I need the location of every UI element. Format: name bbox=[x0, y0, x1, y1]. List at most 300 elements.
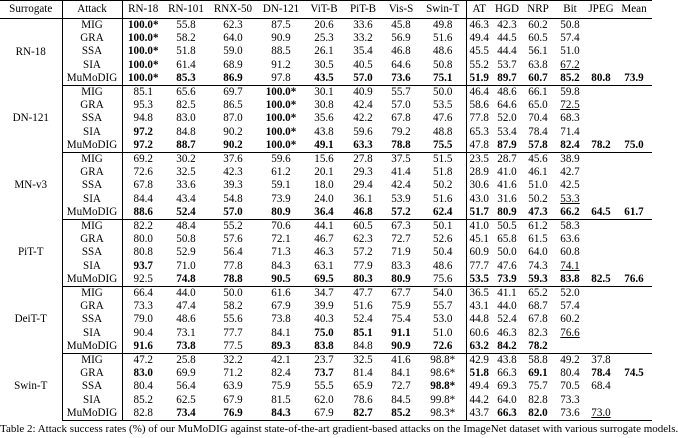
attack-label: SSA bbox=[62, 179, 122, 192]
table-cell: 41.6 bbox=[391, 354, 411, 367]
table-cell: 30.6 bbox=[466, 179, 492, 192]
table-cell: 78.8 bbox=[208, 273, 258, 287]
table-cell: 66.3 bbox=[497, 367, 517, 380]
attack-label: GRA bbox=[62, 32, 122, 45]
table-cell: 82.7 bbox=[344, 407, 382, 421]
table-cell: 25.3 bbox=[314, 32, 334, 45]
surrogate-label: Swin-T bbox=[0, 354, 62, 421]
attack-label: MuMoDIG bbox=[62, 340, 122, 354]
table-cell: 51.0 bbox=[560, 45, 580, 58]
table-cell: 73.8 bbox=[271, 313, 291, 326]
table-cell: 63.8 bbox=[528, 58, 548, 71]
table-cell: 49.1 bbox=[304, 139, 344, 153]
surrogate-label: DN-121 bbox=[0, 86, 62, 153]
table-cell: 47.4 bbox=[176, 300, 196, 313]
table-cell: 51.0 bbox=[528, 179, 548, 192]
table-cell: 48.6 bbox=[433, 259, 453, 272]
table-cell: 75.4 bbox=[391, 313, 411, 326]
table-cell bbox=[616, 45, 652, 58]
table-cell: 50.8 bbox=[176, 233, 196, 246]
table-cell: 59.8 bbox=[560, 86, 580, 99]
table-cell: 73.9 bbox=[616, 72, 652, 86]
table-cell: 59.6 bbox=[271, 153, 291, 166]
table-cell: 46.3 bbox=[314, 246, 334, 259]
table-cell: 66.1 bbox=[528, 86, 548, 99]
table-cell: 32.5 bbox=[176, 166, 196, 179]
table-cell bbox=[586, 86, 616, 100]
table-row bbox=[0, 300, 652, 313]
table-cell: 82.4 bbox=[554, 139, 586, 153]
table-cell: 71.2 bbox=[223, 367, 243, 380]
table-cell: 33.2 bbox=[353, 32, 373, 45]
table-cell: 64.6 bbox=[391, 58, 411, 71]
table-cell: 84.1 bbox=[271, 326, 291, 339]
table-cell: 51.8 bbox=[433, 166, 453, 179]
table-cell: 49.4 bbox=[466, 380, 492, 393]
table-cell: 67.8 bbox=[391, 112, 411, 125]
table-cell: 53.4 bbox=[497, 125, 517, 138]
table-cell: 98.8* bbox=[430, 380, 456, 393]
attack-label: SSA bbox=[62, 313, 122, 326]
table-cell: 73.4 bbox=[164, 407, 208, 421]
table-cell: 78.2 bbox=[586, 139, 616, 153]
table-cell bbox=[616, 394, 652, 407]
table-cell: 65.2 bbox=[528, 287, 548, 300]
table-cell: 60.7 bbox=[522, 72, 554, 86]
table-cell: 70.4 bbox=[528, 112, 548, 125]
attack-label: MIG bbox=[62, 354, 122, 368]
table-cell: 59.0 bbox=[223, 45, 243, 58]
table-cell bbox=[616, 19, 652, 33]
table-cell: 40.5 bbox=[353, 58, 373, 71]
table-row bbox=[0, 260, 652, 273]
attack-label: MIG bbox=[62, 19, 122, 33]
table-cell: 57.6 bbox=[223, 233, 243, 246]
table-row bbox=[0, 179, 652, 192]
table-cell bbox=[616, 126, 652, 139]
attack-label: MIG bbox=[62, 86, 122, 100]
table-cell: 85.2 bbox=[382, 407, 420, 421]
table-cell: 84.5 bbox=[391, 393, 411, 406]
table-cell: 50.0 bbox=[223, 287, 243, 300]
table-cell: 90.9 bbox=[271, 32, 291, 45]
table-cell: 50.0 bbox=[497, 246, 517, 259]
table-cell: 71.9 bbox=[391, 246, 411, 259]
column-header: Bit bbox=[554, 1, 586, 19]
table-cell bbox=[616, 179, 652, 192]
table-cell: 66.2 bbox=[554, 206, 586, 220]
table-cell: 67.3 bbox=[391, 220, 411, 233]
table-cell: 70.6 bbox=[271, 220, 291, 233]
table-cell: 73.7 bbox=[314, 367, 334, 380]
table-cell bbox=[586, 193, 616, 206]
table-cell: 72.6 bbox=[420, 340, 466, 354]
table-cell: 76.6 bbox=[616, 273, 652, 287]
table-cell bbox=[586, 153, 616, 167]
column-header: Attack bbox=[62, 1, 122, 19]
table-cell: 88.5 bbox=[271, 45, 291, 58]
table-row bbox=[0, 233, 652, 246]
table-cell: 82.5 bbox=[586, 273, 616, 287]
table-cell: 41.1 bbox=[497, 287, 517, 300]
table-cell: 91.6 bbox=[122, 340, 164, 354]
table-cell: 46.3 bbox=[497, 326, 517, 339]
table-cell bbox=[586, 166, 616, 179]
table-cell: 60.2 bbox=[528, 19, 548, 31]
table-cell: 47.3 bbox=[522, 206, 554, 220]
table-cell: 43.1 bbox=[466, 300, 492, 313]
table-cell: 48.4 bbox=[176, 220, 196, 233]
table-cell: 59.3 bbox=[522, 273, 554, 287]
table-cell bbox=[586, 220, 616, 234]
table-cell: 53.3 bbox=[560, 192, 580, 205]
table-cell: 67.9 bbox=[223, 393, 243, 406]
table-cell: 40.3 bbox=[314, 313, 334, 326]
table-cell: 66.3 bbox=[492, 407, 522, 421]
table-cell: 84.8 bbox=[176, 125, 196, 138]
table-cell: 53.0 bbox=[433, 313, 453, 326]
table-cell bbox=[586, 300, 616, 313]
table-cell: 35.6 bbox=[314, 112, 334, 125]
table-cell: 68.7 bbox=[528, 300, 548, 313]
table-cell: 28.9 bbox=[466, 166, 492, 179]
table-cell: 82.4 bbox=[271, 367, 291, 380]
attack-label: GRA bbox=[62, 300, 122, 313]
table-cell: 78.4 bbox=[591, 367, 611, 380]
table-cell: 100.0* bbox=[265, 86, 297, 99]
table-cell: 84.8 bbox=[344, 340, 382, 354]
table-cell: 46.3 bbox=[466, 19, 492, 33]
table-cell: 69.9 bbox=[176, 367, 196, 380]
header-row bbox=[0, 1, 652, 19]
table-cell: 39.3 bbox=[223, 179, 243, 192]
table-cell: 47.2 bbox=[133, 354, 153, 367]
attack-label: SSA bbox=[62, 380, 122, 393]
table-cell: 69.3 bbox=[497, 380, 517, 393]
table-cell: 76.9 bbox=[208, 407, 258, 421]
table-cell: 31.6 bbox=[497, 192, 517, 205]
table-cell: 98.3* bbox=[420, 407, 466, 421]
table-cell bbox=[616, 327, 652, 340]
attack-label: SIA bbox=[62, 193, 122, 206]
table-cell: 46.7 bbox=[314, 233, 334, 246]
table-cell: 58.2 bbox=[223, 300, 243, 313]
table-cell: 100.0* bbox=[265, 99, 297, 112]
table-row bbox=[0, 99, 652, 112]
table-cell: 100.0* bbox=[127, 19, 159, 31]
table-cell: 43.8 bbox=[314, 125, 334, 138]
table-cell: 78.4 bbox=[528, 125, 548, 138]
table-cell: 65.3 bbox=[466, 126, 492, 139]
table-cell: 83.3 bbox=[391, 259, 411, 272]
table-cell: 87.5 bbox=[271, 19, 291, 31]
table-cell: 52.0 bbox=[497, 112, 517, 125]
table-cell: 75.0 bbox=[616, 139, 652, 153]
attack-label: SSA bbox=[62, 45, 122, 58]
table-cell: 40.9 bbox=[353, 86, 373, 99]
table-cell: 62.0 bbox=[314, 393, 334, 406]
table-cell: 69.1 bbox=[528, 367, 548, 380]
table-cell: 83.8 bbox=[554, 273, 586, 287]
table-cell: 90.2 bbox=[208, 139, 258, 153]
table-cell bbox=[616, 166, 652, 179]
table-cell: 45.6 bbox=[528, 153, 548, 166]
table-cell: 75.9 bbox=[391, 300, 411, 313]
table-cell: 44.1 bbox=[314, 220, 334, 233]
table-cell: 69.7 bbox=[223, 86, 243, 99]
table-cell bbox=[586, 260, 616, 273]
attack-label: MIG bbox=[62, 220, 122, 234]
table-cell: 63.6 bbox=[560, 233, 580, 246]
table-cell: 51.6 bbox=[433, 192, 453, 205]
table-cell: 56.9 bbox=[391, 32, 411, 45]
table-cell bbox=[586, 233, 616, 246]
table-cell: 46.4 bbox=[466, 86, 492, 100]
table-cell: 35.4 bbox=[353, 45, 373, 58]
table-cell: 54.8 bbox=[223, 192, 243, 205]
table-cell: 69.5 bbox=[304, 273, 344, 287]
column-header: Mean bbox=[616, 1, 652, 19]
table-cell: 50.2 bbox=[433, 179, 453, 192]
column-header: NRP bbox=[522, 1, 554, 19]
table-cell: 67.7 bbox=[391, 287, 411, 300]
table-row bbox=[0, 394, 652, 407]
table-cell: 73.9 bbox=[492, 273, 522, 287]
table-cell: 58.2 bbox=[176, 32, 196, 45]
attack-label: SIA bbox=[62, 126, 122, 139]
table-cell: 61.2 bbox=[271, 166, 291, 179]
table-cell: 63.9 bbox=[223, 380, 243, 393]
column-header: RN-101 bbox=[164, 1, 208, 19]
table-cell: 73.3 bbox=[560, 393, 580, 406]
table-cell: 74.5 bbox=[624, 367, 644, 380]
table-cell: 64.0 bbox=[528, 246, 548, 259]
table-cell: 58.3 bbox=[560, 220, 580, 233]
table-cell: 41.6 bbox=[497, 179, 517, 192]
table-cell: 81.5 bbox=[271, 393, 291, 406]
table-cell bbox=[616, 300, 652, 313]
table-cell: 30.2 bbox=[176, 153, 196, 166]
table-cell: 57.2 bbox=[353, 246, 373, 259]
table-cell: 36.1 bbox=[353, 192, 373, 205]
table-cell: 39.9 bbox=[314, 300, 334, 313]
table-row bbox=[0, 112, 652, 125]
table-cell: 42.1 bbox=[271, 354, 291, 367]
surrogate-label: RN-18 bbox=[0, 19, 62, 86]
table-cell: 75.5 bbox=[420, 139, 466, 153]
table-cell: 64.6 bbox=[497, 99, 517, 112]
table-cell: 65.6 bbox=[176, 86, 196, 99]
table-cell bbox=[586, 179, 616, 192]
table-cell: 91.1 bbox=[391, 326, 411, 339]
table-cell: 51.7 bbox=[466, 206, 492, 220]
table-cell: 70.5 bbox=[560, 380, 580, 393]
table-cell: 55.5 bbox=[314, 380, 334, 393]
table-cell: 67.9 bbox=[304, 407, 344, 421]
table-cell: 82.2 bbox=[133, 220, 153, 233]
table-cell: 72.6 bbox=[133, 166, 153, 179]
table-cell: 53.7 bbox=[497, 58, 517, 71]
surrogate-label: PiT-T bbox=[0, 220, 62, 287]
table-cell: 92.5 bbox=[122, 273, 164, 287]
table-cell bbox=[616, 99, 652, 112]
surrogate-group bbox=[0, 220, 652, 287]
table-cell: 51.6 bbox=[433, 32, 453, 45]
column-header: Vis-S bbox=[382, 1, 420, 19]
table-cell: 56.4 bbox=[176, 380, 196, 393]
table-cell bbox=[586, 99, 616, 112]
table-cell: 79.2 bbox=[391, 125, 411, 138]
column-header: RN-18 bbox=[122, 1, 164, 19]
table-cell: 48.8 bbox=[433, 125, 453, 138]
table-cell: 47.6 bbox=[433, 112, 453, 125]
table-cell: 97.2 bbox=[122, 139, 164, 153]
table-cell: 42.3 bbox=[223, 166, 243, 179]
table-cell: 49.4 bbox=[466, 32, 492, 45]
table-cell: 80.4 bbox=[560, 367, 580, 380]
table-cell: 61.7 bbox=[616, 206, 652, 220]
table-cell: 85.2 bbox=[554, 72, 586, 86]
table-cell: 44.0 bbox=[176, 287, 196, 300]
column-header: JPEG bbox=[586, 1, 616, 19]
table-row bbox=[0, 59, 652, 72]
table-cell: 56.4 bbox=[223, 246, 243, 259]
table-cell: 50.8 bbox=[433, 58, 453, 71]
table-cell: 62.4 bbox=[420, 206, 466, 220]
table-cell: 80.9 bbox=[258, 206, 304, 220]
table-cell: 88.7 bbox=[164, 139, 208, 153]
table-cell: 64.5 bbox=[586, 206, 616, 220]
table-cell: 77.9 bbox=[353, 259, 373, 272]
table-cell: 61.6 bbox=[271, 287, 291, 300]
table-cell: 84.4 bbox=[133, 192, 153, 205]
table-cell: 43.5 bbox=[304, 72, 344, 86]
table-cell: 55.8 bbox=[176, 19, 196, 31]
table-cell: 74.3 bbox=[528, 259, 548, 272]
table-cell: 33.6 bbox=[176, 179, 196, 192]
table-cell: 27.8 bbox=[353, 153, 373, 166]
table-cell: 42.4 bbox=[353, 99, 373, 112]
table-cell: 73.6 bbox=[554, 407, 586, 421]
table-row bbox=[0, 45, 652, 58]
table-cell bbox=[616, 407, 652, 421]
table-cell: 85.3 bbox=[164, 72, 208, 86]
attack-label: MuMoDIG bbox=[62, 273, 122, 287]
table-row bbox=[0, 273, 652, 287]
table-cell: 79.0 bbox=[133, 313, 153, 326]
table-cell bbox=[616, 193, 652, 206]
table-cell bbox=[586, 327, 616, 340]
table-cell: 53.9 bbox=[391, 192, 411, 205]
table-cell: 48.6 bbox=[497, 86, 517, 99]
table-cell: 80.0 bbox=[133, 233, 153, 246]
table-cell: 82.8 bbox=[528, 393, 548, 406]
table-cell: 57.4 bbox=[560, 32, 580, 45]
table-cell: 89.3 bbox=[258, 340, 304, 354]
table-cell: 34.7 bbox=[314, 287, 334, 300]
table-cell: 60.6 bbox=[466, 327, 492, 340]
table-cell: 42.3 bbox=[497, 19, 517, 31]
table-cell: 74.1 bbox=[560, 259, 580, 272]
attack-label: GRA bbox=[62, 166, 122, 179]
table-cell: 100.0* bbox=[127, 58, 159, 71]
table-row bbox=[0, 407, 652, 421]
table-cell bbox=[586, 19, 616, 33]
table-cell: 72.7 bbox=[391, 380, 411, 393]
table-cell: 63.2 bbox=[466, 340, 492, 354]
attack-label: SIA bbox=[62, 260, 122, 273]
table-cell: 46.8 bbox=[344, 206, 382, 220]
table-cell: 58.8 bbox=[528, 354, 548, 367]
table-cell: 47.7 bbox=[353, 287, 373, 300]
table-cell: 60.8 bbox=[560, 246, 580, 259]
table-cell: 50.8 bbox=[560, 19, 580, 31]
table-cell: 42.2 bbox=[353, 112, 373, 125]
table-cell bbox=[616, 112, 652, 125]
table-cell: 44.8 bbox=[466, 313, 492, 326]
table-cell: 41.4 bbox=[391, 166, 411, 179]
table-cell: 84.2 bbox=[492, 340, 522, 354]
table-cell: 43.4 bbox=[176, 192, 196, 205]
table-cell: 86.5 bbox=[223, 99, 243, 112]
table-cell: 78.6 bbox=[353, 393, 373, 406]
table-cell: 75.7 bbox=[528, 380, 548, 393]
table-cell: 84.3 bbox=[271, 259, 291, 272]
table-cell: 44.5 bbox=[497, 32, 517, 45]
table-cell: 66.4 bbox=[133, 287, 153, 300]
surrogate-label: DeiT-T bbox=[0, 287, 62, 354]
table-cell: 90.4 bbox=[133, 326, 153, 339]
table-cell bbox=[586, 59, 616, 72]
table-cell: 91.2 bbox=[271, 58, 291, 71]
table-cell: 42.5 bbox=[560, 179, 580, 192]
table-cell: 36.4 bbox=[304, 206, 344, 220]
table-cell: 71.4 bbox=[560, 125, 580, 138]
table-row bbox=[0, 287, 652, 301]
table-cell: 55.2 bbox=[223, 220, 243, 233]
table-cell: 52.4 bbox=[164, 206, 208, 220]
table-cell: 84.3 bbox=[258, 407, 304, 421]
table-cell: 82.8 bbox=[122, 407, 164, 421]
table-cell: 52.9 bbox=[176, 246, 196, 259]
table-cell: 57.0 bbox=[208, 206, 258, 220]
table-cell: 51.8 bbox=[466, 367, 492, 380]
table-caption: Table 2: Attack success rates (%) of our MuMoDIG against state-of-the-art gradient-based attacks on the ImageNet dataset with various surrogate models. bbox=[0, 423, 678, 435]
attack-label: GRA bbox=[62, 367, 122, 380]
surrogate-group bbox=[0, 153, 652, 220]
table-cell bbox=[586, 340, 616, 354]
table-cell: 55.6 bbox=[223, 313, 243, 326]
table-cell: 73.9 bbox=[271, 192, 291, 205]
table-cell: 100.0* bbox=[265, 112, 297, 125]
table-cell: 89.7 bbox=[492, 72, 522, 86]
table-cell: 32.5 bbox=[353, 354, 373, 367]
table-cell: 77.7 bbox=[466, 260, 492, 273]
table-cell: 45.5 bbox=[466, 45, 492, 58]
table-cell: 80.9 bbox=[382, 273, 420, 287]
table-row bbox=[0, 19, 652, 33]
attack-label: GRA bbox=[62, 99, 122, 112]
table-row bbox=[0, 153, 652, 167]
table-cell: 52.4 bbox=[497, 313, 517, 326]
table-cell bbox=[616, 354, 652, 368]
table-cell: 97.2 bbox=[133, 125, 153, 138]
table-cell: 20.6 bbox=[314, 19, 334, 31]
table-cell: 73.6 bbox=[382, 72, 420, 86]
table-cell: 100.0* bbox=[127, 45, 159, 58]
table-cell: 73.3 bbox=[133, 300, 153, 313]
surrogate-group bbox=[0, 287, 652, 354]
